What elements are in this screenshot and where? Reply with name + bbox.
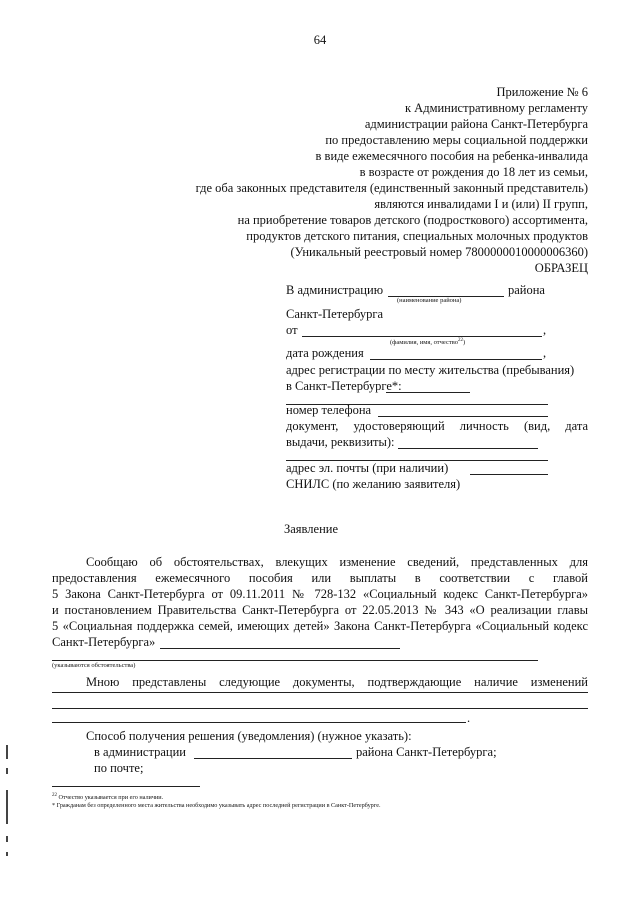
- paragraph-line: Сообщаю об обстоятельствах, влекущих изменение сведений, представленных для: [86, 555, 588, 569]
- email-label: адрес эл. почты (при наличии): [286, 461, 449, 475]
- to-admin-label: В администрацию: [286, 283, 384, 297]
- reg-address-label-1: адрес регистрации по месту жительства (пребывания): [286, 363, 575, 377]
- circumstances-field-2[interactable]: [52, 660, 538, 661]
- page-number: 64: [313, 33, 327, 47]
- district-hint: (наименование района): [397, 297, 462, 304]
- appendix-line: где оба законных представителя (единственный законный представитель): [195, 181, 588, 195]
- in-admin-label: в администрации: [94, 745, 186, 759]
- birth-comma: ,: [543, 346, 547, 360]
- footnote-star: * Гражданам без определенного места жительства необходимо указывать адрес последней регистрации в Санкт-Петербурге.: [52, 802, 381, 809]
- snils-label: СНИЛС (по желанию заявителя): [286, 477, 461, 491]
- appendix-line: в виде ежемесячного пособия на ребенка-инвалида: [315, 149, 588, 163]
- method-label: Способ получения решения (уведомления) (нужное указать):: [86, 729, 412, 743]
- appendix-line: к Административному регламенту: [404, 101, 588, 115]
- district-suffix: района: [508, 283, 545, 297]
- paragraph-line: Санкт-Петербурга»: [52, 635, 156, 649]
- reg-address-field[interactable]: [386, 392, 470, 393]
- from-label: от: [286, 323, 298, 337]
- from-comma: ,: [543, 323, 547, 337]
- city-label: Санкт-Петербурга: [286, 307, 384, 321]
- id-doc-field[interactable]: [398, 448, 538, 449]
- fio-hint: (фамилия, имя, отчество$^{22}$): [390, 338, 466, 347]
- paragraph-line: 5 «Социальная поддержка семей, имеющих детей» Закона Санкт-Петербурга «Социальный кодекс: [52, 619, 588, 633]
- appendix-line: являются инвалидами I и (или) II групп,: [374, 197, 588, 211]
- documents-line: Мною представлены следующие документы, подтверждающие наличие изменений: [86, 675, 588, 689]
- paragraph-line: и постановлением Правительства Санкт-Петербурга от 22.05.2013 № 343 «О реализации главы: [52, 603, 588, 617]
- documents-field-2[interactable]: [52, 708, 588, 709]
- documents-end: .: [467, 711, 471, 725]
- birth-date-label: дата рождения: [286, 346, 364, 360]
- phone-label: номер телефона: [286, 403, 372, 417]
- paragraph-line: 5 Закона Санкт-Петербурга от 09.11.2011 № 728-132 «Социальный кодекс Санкт-Петербурга»: [52, 587, 588, 601]
- footnote-22: $^{22}$ Отчество указывается при его наличии.: [52, 793, 164, 802]
- appendix-line: в возрасте от рождения до 18 лет из семьи,: [359, 165, 588, 179]
- documents-field-1[interactable]: [52, 692, 588, 693]
- phone-field[interactable]: [378, 416, 548, 417]
- sample-label: ОБРАЗЕЦ: [534, 261, 588, 275]
- by-mail-label: по почте;: [94, 761, 144, 775]
- id-doc-label-1: документ, удостоверяющий личность (вид, дата: [286, 419, 588, 433]
- email-field[interactable]: [470, 474, 548, 475]
- documents-field-3[interactable]: [52, 722, 466, 723]
- paragraph-line: предоставления ежемесячного пособия или выплаты в соответствии с главой: [52, 571, 588, 585]
- statement-heading: Заявление: [284, 522, 339, 536]
- reg-address-label-2: в Санкт-Петербурге*:: [286, 379, 402, 393]
- appendix-line: на приобретение товаров детского (подросткового) ассортимента,: [237, 213, 588, 227]
- appendix-line: администрации района Санкт-Петербурга: [364, 117, 588, 131]
- footnote-separator: [52, 786, 200, 787]
- appendix-line: продуктов детского питания, специальных молочных продуктов: [246, 229, 588, 243]
- circumstances-field[interactable]: [160, 648, 400, 649]
- birth-date-field[interactable]: [370, 359, 542, 360]
- circumstances-hint: (указываются обстоятельства): [52, 662, 136, 669]
- appendix-line: Приложение № 6: [496, 85, 588, 99]
- id-doc-label-2: выдачи, реквизиты):: [286, 435, 395, 449]
- appendix-line: (Уникальный реестровый номер 7800000010000006360): [290, 245, 588, 259]
- appendix-line: по предоставлению меры социальной поддержки: [325, 133, 588, 147]
- in-admin-suffix: района Санкт-Петербурга;: [356, 745, 497, 759]
- in-admin-field[interactable]: [194, 758, 352, 759]
